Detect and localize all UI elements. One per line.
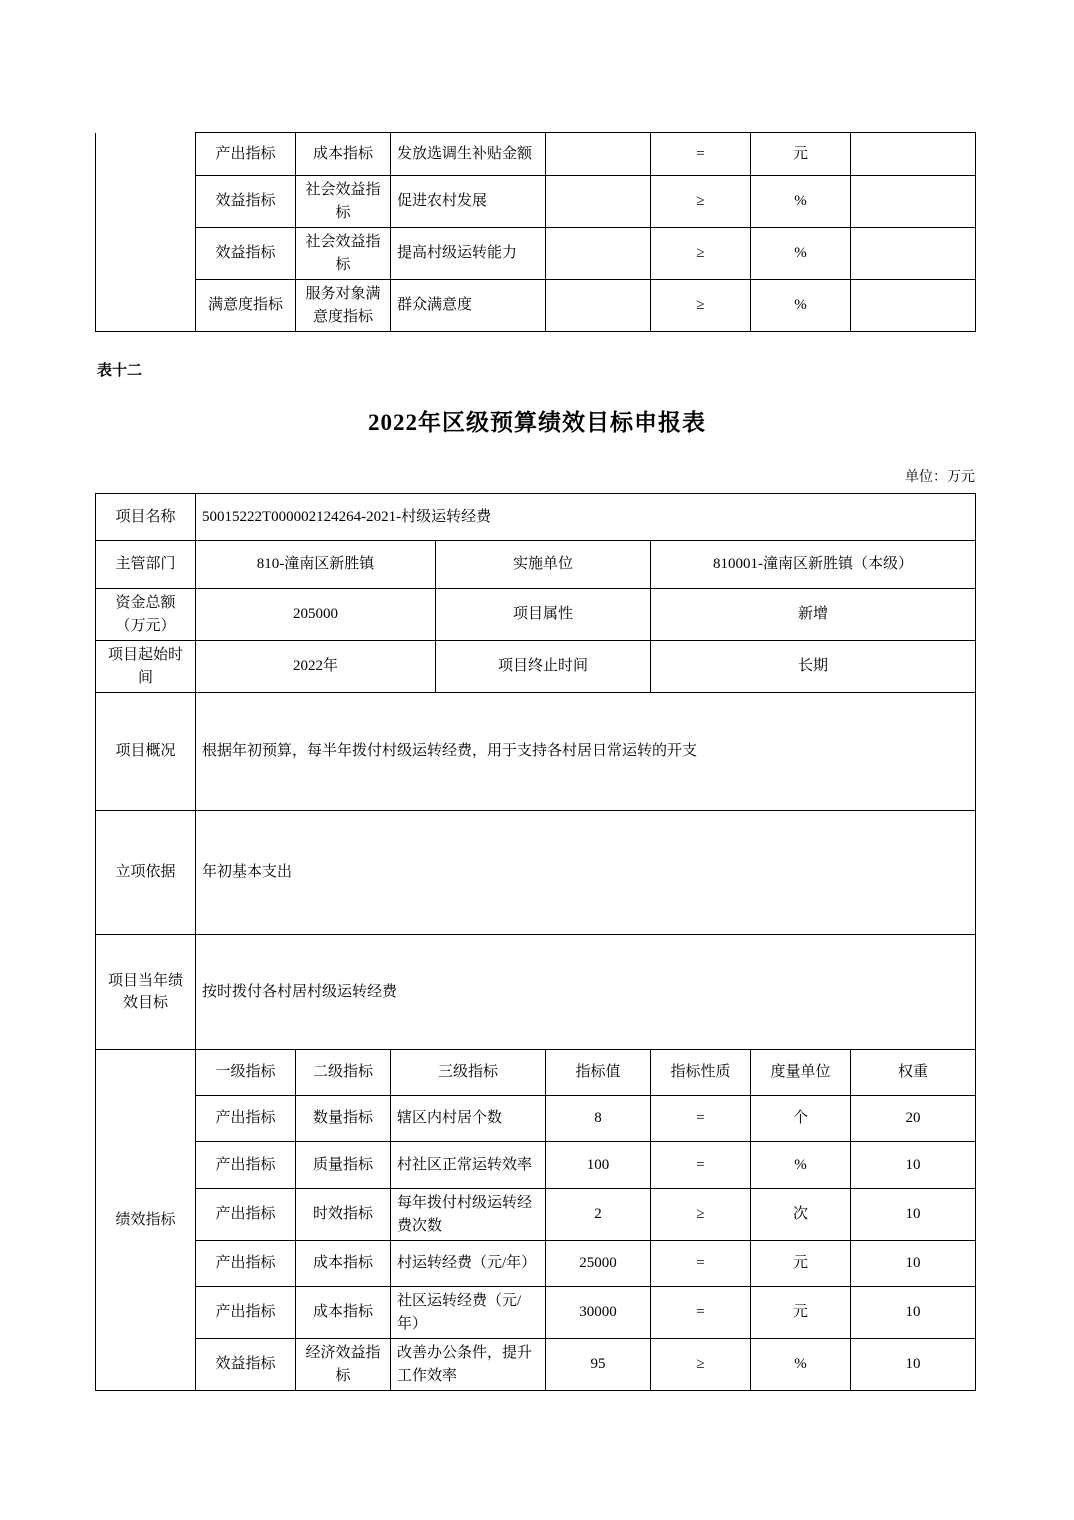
indicator-unit-cell: 元	[751, 133, 851, 176]
table-row	[96, 1287, 976, 1339]
indicator-unit-cell: %	[751, 1339, 851, 1391]
indicator-weight-cell	[851, 280, 976, 332]
department-label-cell: 主管部门	[96, 541, 196, 589]
indicator-weight-cell: 10	[851, 1142, 976, 1189]
table-row	[96, 1050, 976, 1096]
indicator-weight-cell: 10	[851, 1189, 976, 1241]
header-level1-cell: 一级指标	[196, 1050, 296, 1096]
indicator-level2-cell: 社会效益指标	[296, 176, 391, 228]
indicator-value-cell: 100	[546, 1142, 651, 1189]
table-row	[96, 228, 976, 280]
indicator-weight-cell	[851, 228, 976, 280]
table-row	[96, 935, 976, 1050]
table-row	[96, 133, 976, 176]
indicator-weight-cell	[851, 133, 976, 176]
indicator-level3-cell: 社区运转经费（元/年）	[391, 1287, 546, 1339]
indicator-level1-cell: 产出指标	[196, 1241, 296, 1287]
project-name-value-cell: 50015222T000002124264-2021-村级运转经费	[196, 494, 976, 541]
table-number-label: 表十二	[97, 363, 143, 379]
header-level3-cell: 三级指标	[391, 1050, 546, 1096]
indicator-level3-cell: 促进农村发展	[391, 176, 546, 228]
indicator-level1-cell: 产出指标	[196, 1287, 296, 1339]
indicator-level3-cell: 每年拨付村级运转经费次数	[391, 1189, 546, 1241]
indicator-level2-cell: 社会效益指标	[296, 228, 391, 280]
indicator-level2-cell: 成本指标	[296, 1241, 391, 1287]
header-nature-cell: 指标性质	[651, 1050, 751, 1096]
indicator-level3-cell: 村运转经费（元/年）	[391, 1241, 546, 1287]
table-row	[96, 1142, 976, 1189]
indicator-weight-cell: 20	[851, 1096, 976, 1142]
indicator-unit-cell: 元	[751, 1287, 851, 1339]
indicator-unit-cell: 元	[751, 1241, 851, 1287]
project-attribute-value-cell: 新增	[651, 589, 976, 641]
indicator-value-cell: 2	[546, 1189, 651, 1241]
indicator-unit-cell: %	[751, 176, 851, 228]
performance-indicator-label-cell: 绩效指标	[96, 1050, 196, 1391]
total-fund-label-cell: 资金总额（万元）	[96, 589, 196, 641]
indicator-unit-cell: %	[751, 228, 851, 280]
page-title: 2022年区级预算绩效目标申报表	[368, 410, 706, 435]
indicator-level3-cell: 发放选调生补贴金额	[391, 133, 546, 176]
indicator-level2-cell: 质量指标	[296, 1142, 391, 1189]
indicator-value-cell: 30000	[546, 1287, 651, 1339]
table-row	[96, 641, 976, 693]
indicator-level3-cell: 群众满意度	[391, 280, 546, 332]
indicator-level1-cell: 产出指标	[196, 1096, 296, 1142]
start-time-value-cell: 2022年	[196, 641, 436, 693]
table-row	[96, 693, 976, 811]
end-time-label-cell: 项目终止时间	[436, 641, 651, 693]
indicator-level3-cell: 辖区内村居个数	[391, 1096, 546, 1142]
indicator-value-cell: 25000	[546, 1241, 651, 1287]
indicator-level2-cell: 数量指标	[296, 1096, 391, 1142]
indicator-nature-cell: ≥	[651, 280, 751, 332]
indicator-level1-cell: 效益指标	[196, 176, 296, 228]
indicator-nature-cell: =	[651, 1287, 751, 1339]
total-fund-value-cell: 205000	[196, 589, 436, 641]
indicator-level1-cell: 产出指标	[196, 1142, 296, 1189]
indicator-level2-cell: 成本指标	[296, 1287, 391, 1339]
table-row	[96, 1189, 976, 1241]
project-attribute-label-cell: 项目属性	[436, 589, 651, 641]
indicator-nature-cell: ≥	[651, 228, 751, 280]
table-row	[96, 1096, 976, 1142]
indicator-value-cell	[546, 228, 651, 280]
indicator-weight-cell: 10	[851, 1339, 976, 1391]
table-row	[96, 176, 976, 228]
budget-performance-form-table	[95, 493, 976, 1391]
start-time-label-cell: 项目起始时间	[96, 641, 196, 693]
indicator-level1-cell: 产出指标	[196, 1189, 296, 1241]
indicator-value-cell	[546, 176, 651, 228]
table-row	[96, 1339, 976, 1391]
indicator-level2-cell: 成本指标	[296, 133, 391, 176]
table-row	[96, 541, 976, 589]
indicator-nature-cell: =	[651, 1096, 751, 1142]
indicator-nature-cell: ≥	[651, 1189, 751, 1241]
basis-value-cell: 年初基本支出	[196, 811, 976, 935]
indicator-level1-cell: 产出指标	[196, 133, 296, 176]
table-row	[96, 494, 976, 541]
header-value-cell: 指标值	[546, 1050, 651, 1096]
indicator-level2-cell: 服务对象满意度指标	[296, 280, 391, 332]
indicator-weight-cell: 10	[851, 1241, 976, 1287]
overview-label-cell: 项目概况	[96, 693, 196, 811]
indicator-value-cell	[546, 280, 651, 332]
indicator-unit-cell: %	[751, 1142, 851, 1189]
indicator-nature-cell: =	[651, 133, 751, 176]
indicator-nature-cell: ≥	[651, 1339, 751, 1391]
indicator-level3-cell: 提高村级运转能力	[391, 228, 546, 280]
indicator-level1-cell: 满意度指标	[196, 280, 296, 332]
indicator-level2-cell: 经济效益指标	[296, 1339, 391, 1391]
indicator-nature-cell: ≥	[651, 176, 751, 228]
indicator-value-cell: 8	[546, 1096, 651, 1142]
header-unit-cell: 度量单位	[751, 1050, 851, 1096]
carryover-rowspan-cell	[96, 133, 196, 332]
indicator-level3-cell: 村社区正常运转效率	[391, 1142, 546, 1189]
indicator-level1-cell: 效益指标	[196, 1339, 296, 1391]
project-name-label-cell: 项目名称	[96, 494, 196, 541]
header-weight-cell: 权重	[851, 1050, 976, 1096]
basis-label-cell: 立项依据	[96, 811, 196, 935]
unit-note: 单位：万元	[905, 470, 975, 485]
implement-unit-label-cell: 实施单位	[436, 541, 651, 589]
indicator-nature-cell: =	[651, 1241, 751, 1287]
indicator-level3-cell: 改善办公条件，提升工作效率	[391, 1339, 546, 1391]
indicator-level1-cell: 效益指标	[196, 228, 296, 280]
table-row	[96, 811, 976, 935]
indicator-level2-cell: 时效指标	[296, 1189, 391, 1241]
indicator-unit-cell: %	[751, 280, 851, 332]
indicator-weight-cell: 10	[851, 1287, 976, 1339]
indicator-unit-cell: 次	[751, 1189, 851, 1241]
annual-goal-label-cell: 项目当年绩效目标	[96, 935, 196, 1050]
overview-value-cell: 根据年初预算，每半年拨付村级运转经费，用于支持各村居日常运转的开支	[196, 693, 976, 811]
annual-goal-value-cell: 按时拨付各村居村级运转经费	[196, 935, 976, 1050]
indicator-value-cell	[546, 133, 651, 176]
indicator-value-cell: 95	[546, 1339, 651, 1391]
indicator-unit-cell: 个	[751, 1096, 851, 1142]
end-time-value-cell: 长期	[651, 641, 976, 693]
carryover-indicator-table	[95, 132, 976, 332]
implement-unit-value-cell: 810001-潼南区新胜镇（本级）	[651, 541, 976, 589]
header-level2-cell: 二级指标	[296, 1050, 391, 1096]
table-row	[96, 280, 976, 332]
table-row	[96, 1241, 976, 1287]
indicator-nature-cell: =	[651, 1142, 751, 1189]
table-row	[96, 589, 976, 641]
department-value-cell: 810-潼南区新胜镇	[196, 541, 436, 589]
indicator-weight-cell	[851, 176, 976, 228]
